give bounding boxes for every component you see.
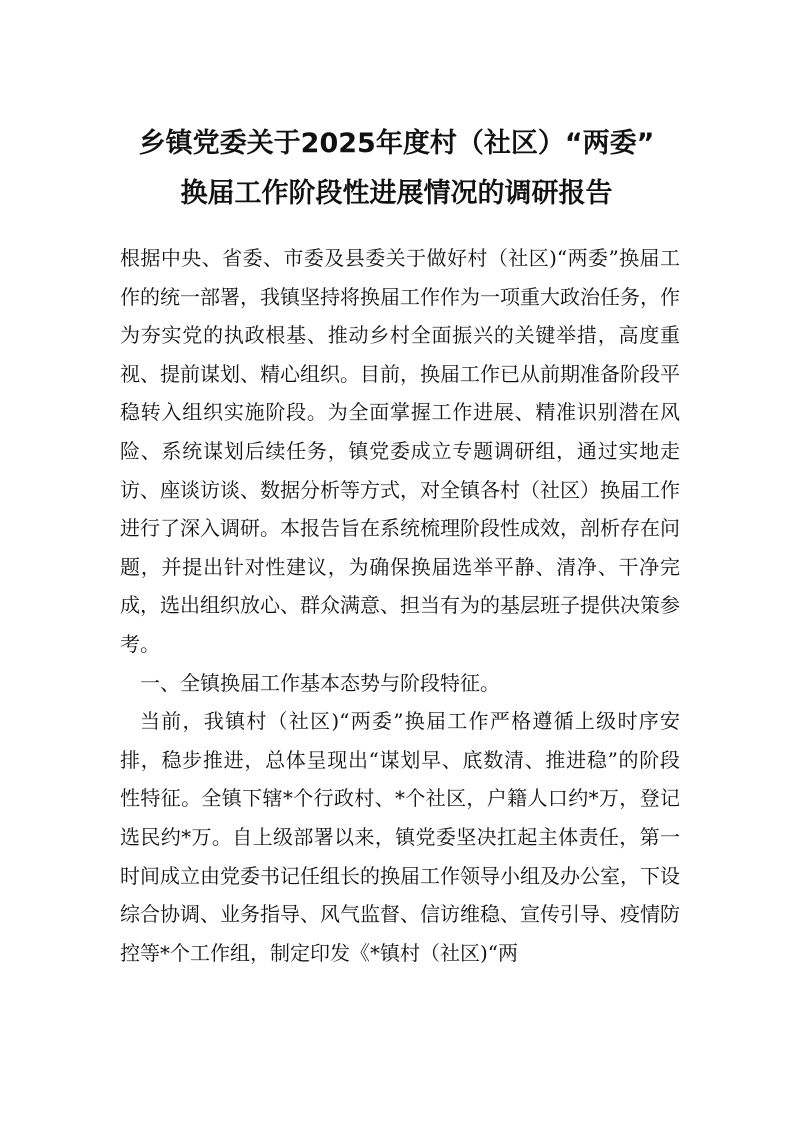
section-1-paragraph: 当前，我镇村（社区)“两委”换届工作严格遵循上级时序安排，稳步推进，总体呈现出“谋划早、底数清、推进稳”的阶段性特征。全镇下辖*个行政村、*个社区，户籍人口约*万，登记选民约*万。自上级部署以来，镇党委坚决扛起主体责任，第一时间成立由党委书记任组长的换届工作领导小组及办公室，下设综合协调、业务指导、风气监督、信访维稳、宣传引导、疫情防控等*个工作组，制定印发《*镇村（社区)“两 (120, 709, 680, 965)
document-title-line-1: 乡镇党委关于2025年度村（社区）“两委” (138, 128, 655, 159)
intro-paragraph: 根据中央、省委、市委及县委关于做好村（社区)“两委”换届工作的统一部署，我镇坚持将换届工作作为一项重大政治任务，作为夯实党的执政根基、推动乡村全面振兴的关键举措，高度重视、提前谋划、精心组织。目前，换届工作已从前期准备阶段平稳转入组织实施阶段。为全面掌握工作进展、精准识别潜在风险、系统谋划后续任务，镇党委成立专题调研组，通过实地走访、座谈访谈、数据分析等方式，对全镇各村（社区）换届工作进行了深入调研。本报告旨在系统梳理阶段性成效，剖析存在问题，并提出针对性建议，为确保换届选举平静、清净、干净完成，选出组织放心、群众满意、担当有为的基层班子提供决策参考。 (120, 246, 680, 656)
section-1-heading: 一、全镇换届工作基本态势与阶段特征。 (140, 670, 500, 695)
document-body (120, 239, 680, 972)
document-title-line-2: 换届工作阶段性进展情况的调研报告 (180, 178, 613, 209)
